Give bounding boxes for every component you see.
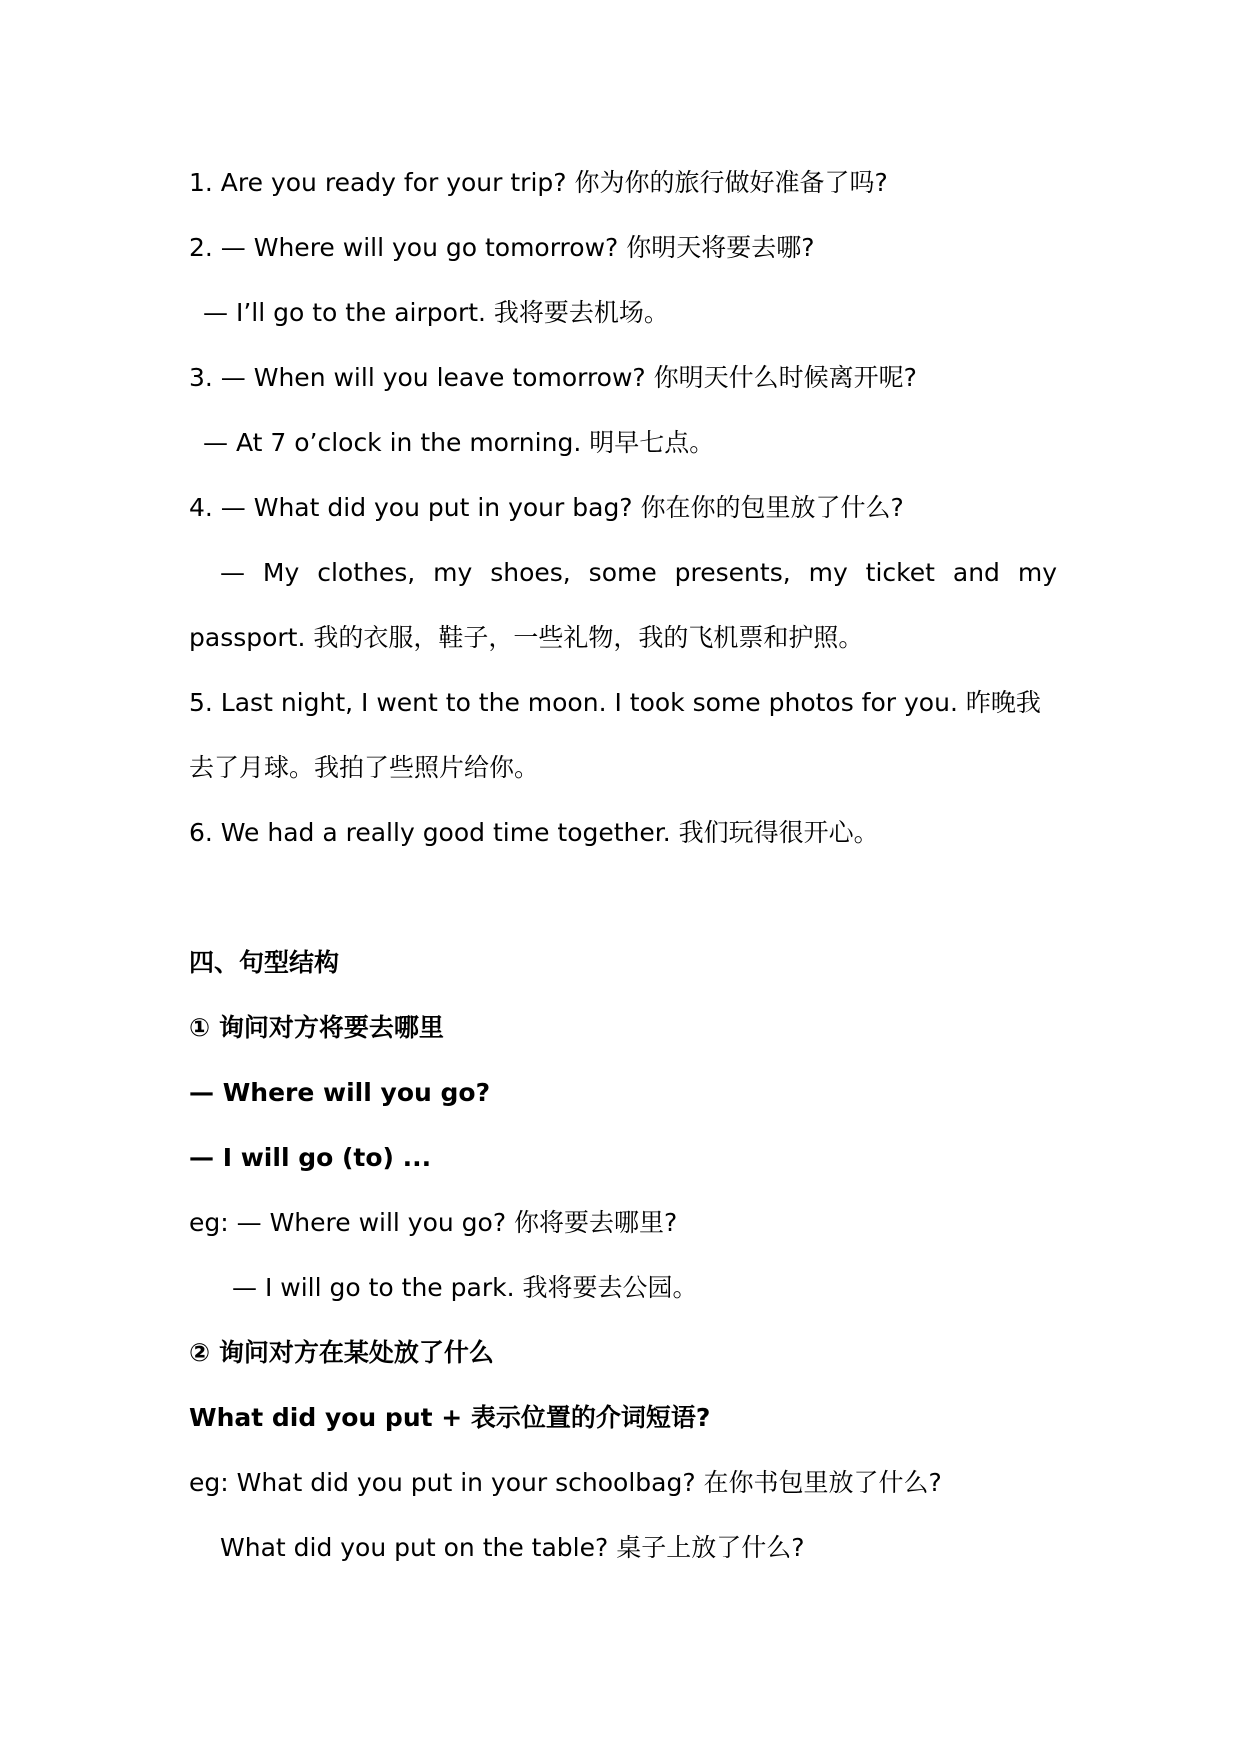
sentence-1: 1. Are you ready for your trip? 你为你的旅行做好准备了吗? (189, 168, 888, 197)
pattern-1-answer: — I will go (to) ... (189, 1143, 432, 1172)
sentence-6: 6. We had a really good time together. 我们玩得很开心。 (189, 818, 879, 847)
sentence-3-answer: — At 7 o’clock in the morning. 明早七点。 (203, 428, 715, 457)
sentence-4-answer-continued: passport. 我的衣服，鞋子，一些礼物，我的飞机票和护照。 (189, 623, 864, 652)
pattern-2-structure: What did you put + 表示位置的介词短语? (189, 1403, 711, 1432)
example-2-first: eg: What did you put in your schoolbag? 在你书包里放了什么? (189, 1468, 942, 1497)
sentence-4-answer: — My clothes, my shoes, some presents, my ticket and my (220, 558, 1057, 587)
sentence-5: 5. Last night, I went to the moon. I took some photos for you. 昨晚我 (189, 688, 1041, 717)
section-heading: 四、句型结构 (189, 948, 340, 977)
example-1-answer: — I will go to the park. 我将要去公园。 (232, 1273, 698, 1302)
pattern-1-heading: ① 询问对方将要去哪里 (189, 1013, 444, 1042)
pattern-2-heading: ② 询问对方在某处放了什么 (189, 1338, 494, 1367)
sentence-5-continued: 去了月球。我拍了些照片给你。 (189, 753, 540, 782)
sentence-2-question: 2. — Where will you go tomorrow? 你明天将要去哪? (189, 233, 815, 262)
sentence-4-question: 4. — What did you put in your bag? 你在你的包里放了什么? (189, 493, 904, 522)
sentence-2-answer: — I’ll go to the airport. 我将要去机场。 (203, 298, 669, 327)
pattern-1-question: — Where will you go? (189, 1078, 491, 1107)
example-1-question: eg: — Where will you go? 你将要去哪里? (189, 1208, 678, 1237)
example-2-second: What did you put on the table? 桌子上放了什么? (220, 1533, 805, 1562)
sentence-3-question: 3. — When will you leave tomorrow? 你明天什么时候离开呢? (189, 363, 917, 392)
